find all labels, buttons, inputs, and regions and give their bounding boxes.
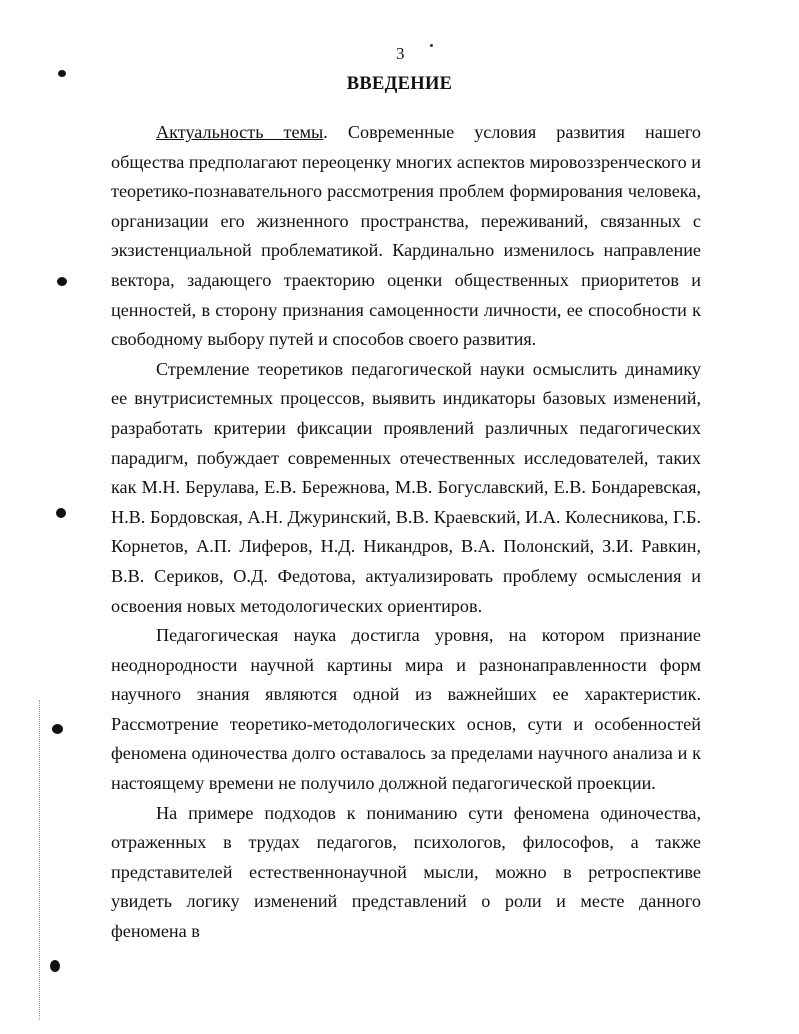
scan-speck — [430, 44, 433, 47]
scan-edge-line — [39, 700, 41, 1020]
margin-hole-mark — [56, 508, 66, 518]
margin-hole-mark — [52, 724, 63, 734]
paragraph-4: На примере подходов к пониманию сути феномена одиночества, отраженных в трудах педагогов, психологов, философов, а также представителей естественнонаучной мысли, можно в ретроспективе увидеть логику изменений представлений о роли и месте данного феномена в — [111, 802, 701, 942]
margin-hole-mark — [50, 960, 60, 972]
paragraph-3: Педагогическая наука достигла уровня, на котором признание неоднородности научной картины мира и разнонаправленности форм научного знания являются одной из важнейших ее характеристик. Рассмотрение теоретико-методологических основ, сути и особенностей феномена одиночества долго оставалось за пределами научного анализа и к настоящему времени не получило должной педагогической проекции. — [111, 625, 701, 794]
page-number: 3 — [396, 44, 405, 63]
paragraph-1-text: . Современные условия развития нашего общества предполагают переоценку многих аспектов мировоззренческого и теоретико-познавательного рассмотрения проблем формирования человека, организации его жизненного пространства, переживаний, связанных с экзистенциальной проблематикой. Кардинально изменилось направление вектора, задающего траекторию оценки общественных приоритетов и ценностей, в сторону признания самоценности личности, ее способности к свободному выбору путей и способов своего развития. — [111, 122, 701, 350]
margin-hole-mark — [57, 277, 67, 286]
paragraph-2: Стремление теоретиков педагогической науки осмыслить динамику ее внутрисистемных процессов, выявить индикаторы базовых изменений, разработать критерии фиксации проявлений различных педагогических парадигм, побуждает современных отечественных исследователей, таких как М.Н. Берулава, Е.В. Бережнова, М.В. Богуславский, Е.В. Бондаревская, Н.В. Бордовская, А.Н. Джуринский, В.В. Краевский, И.А. Колесникова, Г.Б. Корнетов, А.П. Лиферов, Н.Д. Никандров, В.А. Полонский, З.И. Равкин, В.В. Сериков, О.Д. Федотова, актуализировать проблему осмысления и освоения новых методологических ориентиров. — [111, 358, 701, 616]
paragraph-lead-underlined: Актуальность темы — [156, 122, 324, 142]
paragraph-1 — [111, 118, 701, 355]
body-text — [111, 118, 701, 947]
section-heading: ВВЕДЕНИЕ — [346, 74, 453, 94]
